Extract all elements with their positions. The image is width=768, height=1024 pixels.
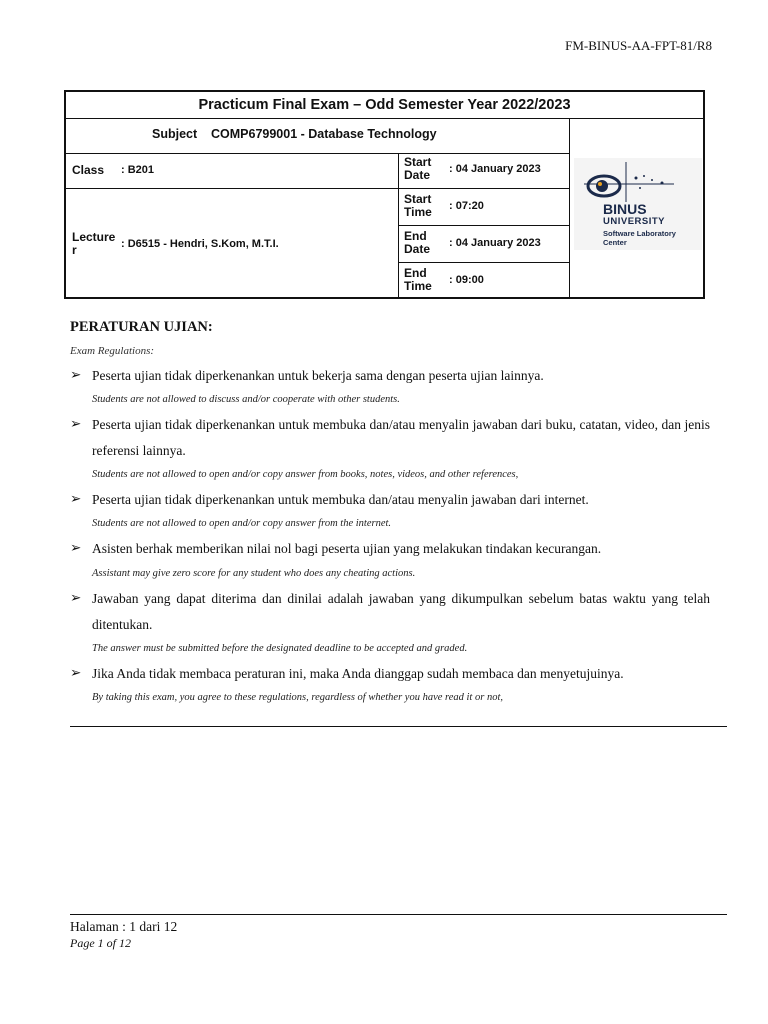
end-date-value: : 04 January 2023 [449,237,541,249]
regulation-text: Asisten berhak memberikan nilai nol bagi peserta ujian yang melakukan tindakan kecurangan. [92,541,602,556]
logo-subtitle: Software Laboratory Center [603,229,676,247]
footer-divider [70,914,727,915]
regulation-english: Students are not allowed to open and/or copy answer from the internet. [92,518,392,529]
regulation-text: Peserta ujian tidak diperkenankan untuk membuka dan/atau menyalin jawaban dari internet. [92,492,589,507]
start-time-value: : 07:20 [449,200,484,212]
section-divider [70,726,727,727]
logo-divider [569,119,570,297]
end-time-label: End Time [404,266,432,293]
bullet-arrow-icon: ➢ [70,416,82,431]
regulation-english: The answer must be submitted before the designated deadline to be accepted and graded. [92,643,468,654]
lecturer-value: : D6515 - Hendri, S.Kom, M.T.I. [121,238,279,250]
bullet-arrow-icon: ➢ [70,540,82,555]
regulation-english: By taking this exam, you agree to these regulations, regardless of whether you have read it or not, [92,692,503,703]
binus-logo [574,158,702,250]
page-number-en: Page 1 of 12 [70,936,131,950]
row-divider [398,225,569,226]
subject-row [66,119,569,154]
logo-university: UNIVERSITY [603,216,666,227]
bullet-arrow-icon: ➢ [70,665,82,680]
row-divider [66,188,569,189]
regulation-english: Assistant may give zero score for any student who does any cheating actions. [92,568,416,579]
class-label: Class [72,163,105,177]
page-number-id: Halaman : 1 dari 12 [70,919,178,934]
regulations-subtitle: Exam Regulations: [70,345,155,357]
regulation-english: Students are not allowed to open and/or copy answer from books, notes, videos, and other references, [92,469,519,480]
row-divider [398,262,569,263]
exam-header-table [64,90,705,299]
regulations-title: PERATURAN UJIAN: [70,319,213,335]
subject-value: COMP6799001 - Database Technology [211,127,437,141]
end-date-label: End Date [404,229,431,256]
logo-brand: BINUS [603,201,647,217]
regulation-text: Jawaban yang dapat diterima dan dinilai adalah jawaban yang dikumpulkan sebelum batas waktu yang telah ditentukan. [92,591,710,632]
start-date-label: Start Date [404,155,432,182]
regulation-english: Students are not allowed to discuss and/or cooperate with other students. [92,394,400,405]
exam-title: Practicum Final Exam – Odd Semester Year 2022/2023 [66,92,703,119]
bullet-arrow-icon: ➢ [70,590,82,605]
form-code: FM-BINUS-AA-FPT-81/R8 [565,38,712,53]
bullet-arrow-icon: ➢ [70,367,82,382]
subject-label: Subject [152,127,198,141]
bullet-arrow-icon: ➢ [70,491,82,506]
class-value: : B201 [121,164,155,176]
start-time-label: Start Time [404,192,432,219]
regulation-text: Peserta ujian tidak diperkenankan untuk bekerja sama dengan peserta ujian lainnya. [92,368,544,383]
regulation-text: Peserta ujian tidak diperkenankan untuk membuka dan/atau menyalin jawaban dari buku, catatan, video, dan jenis referensi lainnya. [92,417,710,458]
binus-eye-icon [574,158,702,203]
lecturer-label: Lecture r [72,230,116,257]
end-time-value: : 09:00 [449,274,484,286]
start-date-value: : 04 January 2023 [449,163,541,175]
regulation-text: Jika Anda tidak membaca peraturan ini, maka Anda dianggap sudah membaca dan menyetujuinya. [92,666,624,681]
